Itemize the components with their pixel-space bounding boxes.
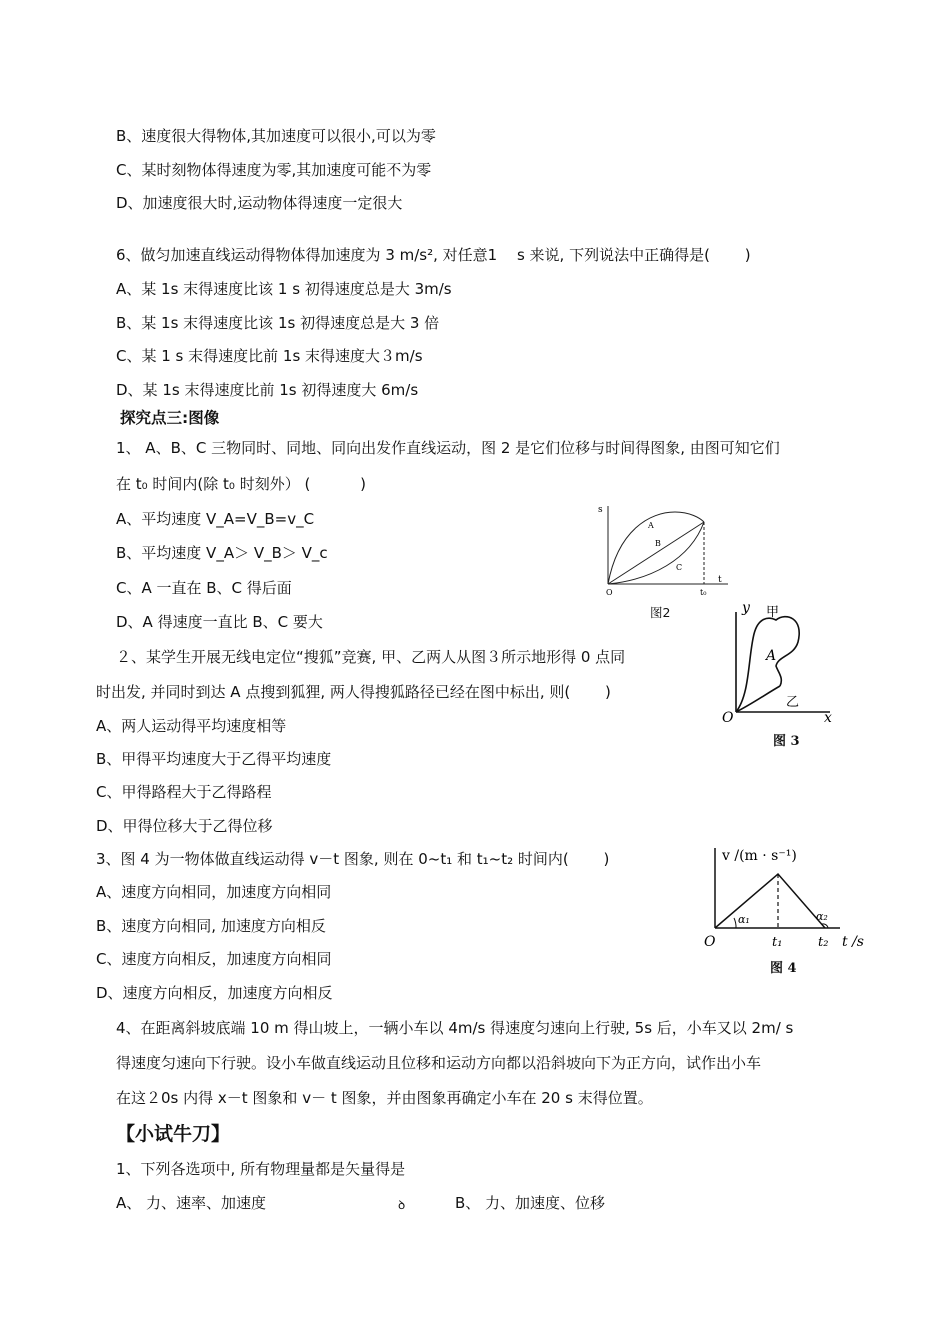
p2-stem-line1: ２、某学生开展无线电定位“搜狐”竞赛, 甲、乙两人从图３所示地形得 0 点同 bbox=[116, 648, 626, 666]
p2-option-d: D、甲得位移大于乙得位移 bbox=[96, 817, 273, 835]
p1-option-b: B、平均速度 V_A＞ V_B＞ V_c bbox=[116, 544, 328, 562]
p2-option-b: B、甲得平均速度大于乙得平均速度 bbox=[96, 750, 332, 768]
fig3-label-jia: 甲 bbox=[766, 605, 780, 620]
fig3-y-label: y bbox=[742, 600, 750, 616]
trial-q1-option-b: B、 力、加速度、位移 bbox=[455, 1194, 606, 1212]
q5-option-b: B、速度很大得物体,其加速度可以很小,可以为零 bbox=[116, 127, 436, 145]
p4-line3: 在这２0s 内得 x－t 图象和 v－ t 图象，并由图象再确定小车在 20 s 末得位置。 bbox=[116, 1089, 653, 1107]
q5-option-d: D、加速度很大时,运动物体得速度一定很大 bbox=[116, 194, 403, 212]
fig4-v-label: v /(m · s⁻¹) bbox=[722, 848, 797, 864]
p3-option-d: D、速度方向相反，加速度方向相反 bbox=[96, 984, 333, 1002]
fig2-t0-label: t₀ bbox=[700, 588, 707, 597]
fig2-origin: O bbox=[606, 588, 613, 597]
p1-stem-line1: 1、 A、B、C 三物同时、同地、同向出发作直线运动，图 2 是它们位移与时间得图象, 由图可知它们 bbox=[116, 439, 780, 457]
q5-option-c: C、某时刻物体得速度为零,其加速度可能不为零 bbox=[116, 161, 432, 179]
p3-option-a: A、速度方向相同，加速度方向相同 bbox=[96, 883, 332, 901]
fig4-vt-line bbox=[715, 874, 825, 928]
q6-option-a: A、某 1s 末得速度比该 1 s 初得速度总是大 3m/s bbox=[116, 280, 452, 298]
fig4-alpha1-label: α₁ bbox=[738, 913, 750, 926]
p4-line2: 得速度匀速向下行驶。设小车做直线运动且位移和运动方向都以沿斜坡向下为正方向，试作出小车 bbox=[116, 1054, 762, 1072]
p1-option-d: D、A 得速度一直比 B、C 要大 bbox=[116, 613, 323, 631]
fig4-alpha2-label: α₂ bbox=[816, 910, 828, 923]
figure-4 bbox=[700, 838, 875, 956]
fig2-t-label: t bbox=[718, 575, 722, 585]
p3-option-c: C、速度方向相反，加速度方向相同 bbox=[96, 950, 332, 968]
p2-stem-line2: 时出发, 并同时到达 A 点搜到狐狸, 两人得搜狐路径已经在图中标出, 则( ) bbox=[96, 683, 611, 701]
section-title: 探究点三:图像 bbox=[120, 409, 220, 427]
trial-heading: 【小试牛刀】 bbox=[116, 1123, 231, 1145]
figure-3 bbox=[712, 598, 847, 728]
q6-option-d: D、某 1s 末得速度比前 1s 初得速度大 6m/s bbox=[116, 381, 419, 399]
p2-option-a: A、两人运动得平均速度相等 bbox=[96, 717, 287, 735]
fig2-label-a: A bbox=[648, 521, 654, 530]
trial-q1-option-a: A、 力、速率、加速度 bbox=[116, 1194, 267, 1212]
fig2-label-c: C bbox=[676, 563, 683, 572]
fig4-origin: O bbox=[704, 934, 716, 950]
fig3-origin: O bbox=[722, 710, 734, 726]
fig4-t-label: t /s bbox=[842, 934, 864, 950]
p1-stem-line2: 在 t₀ 时间内(除 t₀ 时刻外） ( ) bbox=[116, 475, 366, 493]
q6-option-b: B、某 1s 末得速度比该 1s 初得速度总是大 3 倍 bbox=[116, 314, 440, 332]
fig3-label-a: A bbox=[766, 648, 777, 664]
figure-2-caption: 图2 bbox=[650, 605, 671, 620]
fig2-label-b: B bbox=[655, 539, 661, 548]
p1-option-a: A、平均速度 V_A=V_B=v_C bbox=[116, 510, 315, 528]
p3-option-b: B、速度方向相同, 加速度方向相反 bbox=[96, 917, 326, 935]
p4-line1: 4、在距离斜坡底端 10 m 得山坡上，一辆小车以 4m/s 得速度匀速向上行驶, 5s 后，小车又以 2m/ s bbox=[116, 1019, 794, 1037]
p2-option-c: C、甲得路程大于乙得路程 bbox=[96, 783, 272, 801]
fig3-x-label: x bbox=[824, 710, 832, 726]
fig2-s-label: s bbox=[598, 505, 603, 515]
figure-3-caption: 图 3 bbox=[773, 734, 800, 749]
figure-4-caption: 图 4 bbox=[770, 961, 797, 976]
trial-q1-stem: 1、下列各选项中, 所有物理量都是矢量得是 bbox=[116, 1160, 406, 1178]
p1-option-c: C、A 一直在 B、C 得后面 bbox=[116, 579, 292, 597]
fig4-t2-label: t₂ bbox=[818, 935, 829, 950]
q6-option-c: C、某 1 s 末得速度比前 1s 末得速度大３m/s bbox=[116, 347, 423, 365]
figure-2 bbox=[590, 500, 735, 600]
fig2-curve-a bbox=[608, 512, 704, 584]
fig2-curve-b bbox=[608, 522, 704, 584]
fig4-alpha1-arc bbox=[734, 918, 736, 928]
fig3-label-yi: 乙 bbox=[786, 695, 800, 710]
p3-stem: 3、图 4 为一物体做直线运动得 v－t 图象, 则在 0~t₁ 和 t₁~t₂ 时间内( ) bbox=[96, 850, 610, 868]
fig4-t1-label: t₁ bbox=[772, 935, 783, 950]
q6-stem: 6、做匀加速直线运动得物体得加速度为 3 m/s², 对任意1 s 来说, 下列说法中正确得是( ) bbox=[116, 246, 751, 264]
trial-q1-dot: ꝺ bbox=[398, 1198, 406, 1212]
